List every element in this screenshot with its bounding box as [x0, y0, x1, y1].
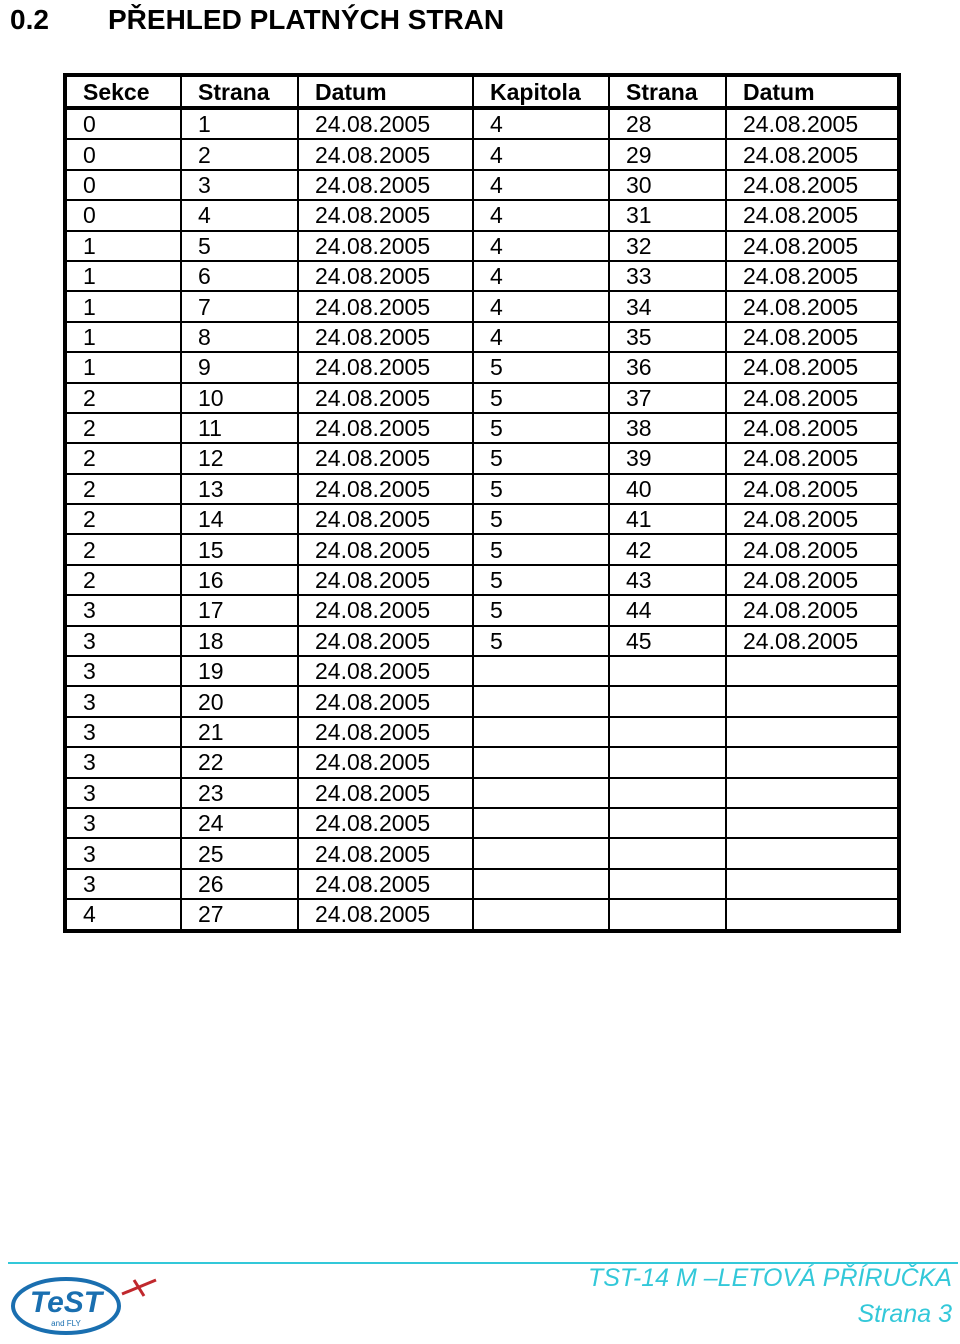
table-cell: 43: [609, 565, 726, 595]
table-cell: 8: [181, 322, 298, 352]
table-cell: 11: [181, 413, 298, 443]
table-cell: 36: [609, 352, 726, 382]
table-cell: 30: [609, 170, 726, 200]
table-cell: 5: [473, 504, 609, 534]
table-cell: 24.08.2005: [726, 108, 899, 139]
table-row: [65, 413, 899, 443]
table-cell: 5: [473, 383, 609, 413]
table-cell: 24.08.2005: [298, 170, 473, 200]
table-cell: 16: [181, 565, 298, 595]
table-cell: [726, 717, 899, 747]
table-cell: 24.08.2005: [726, 504, 899, 534]
table-cell: 24.08.2005: [298, 291, 473, 321]
table-cell: 24.08.2005: [298, 261, 473, 291]
table-cell: 24.08.2005: [726, 413, 899, 443]
table-cell: 10: [181, 383, 298, 413]
table-cell: 39: [609, 443, 726, 473]
footer-document-title: TST-14 M –LETOVÁ PŘÍRUČKA: [587, 1264, 952, 1292]
table-cell: 24.08.2005: [298, 413, 473, 443]
header-datum: Datum: [298, 75, 473, 108]
table-cell: 37: [609, 383, 726, 413]
test-logo: [10, 1272, 160, 1338]
table-cell: 4: [473, 139, 609, 169]
table-cell: 24.08.2005: [298, 231, 473, 261]
table-cell: 24.08.2005: [298, 443, 473, 473]
table-cell: 21: [181, 717, 298, 747]
table-cell: 3: [65, 747, 181, 777]
table-cell: 24.08.2005: [726, 383, 899, 413]
table-cell: 24: [181, 808, 298, 838]
table-cell: 24.08.2005: [726, 352, 899, 382]
table-cell: 3: [65, 778, 181, 808]
table-cell: 24.08.2005: [726, 534, 899, 564]
table-cell: [473, 717, 609, 747]
logo-subtext: and FLY: [51, 1319, 81, 1328]
table-cell: 24.08.2005: [298, 626, 473, 656]
table-cell: 33: [609, 261, 726, 291]
table-cell: 4: [181, 200, 298, 230]
table-row: [65, 170, 899, 200]
table-cell: 32: [609, 231, 726, 261]
table-cell: 13: [181, 474, 298, 504]
header-kapitola: Kapitola: [473, 75, 609, 108]
table-cell: [609, 899, 726, 930]
table-cell: 1: [181, 108, 298, 139]
table-row: [65, 352, 899, 382]
table-cell: 15: [181, 534, 298, 564]
table-cell: [609, 838, 726, 868]
table-cell: 24.08.2005: [298, 139, 473, 169]
table-cell: 14: [181, 504, 298, 534]
table-cell: [473, 899, 609, 930]
table-cell: 24.08.2005: [726, 200, 899, 230]
table-cell: [726, 656, 899, 686]
table-cell: 0: [65, 139, 181, 169]
table-cell: [726, 899, 899, 930]
table-cell: 3: [65, 686, 181, 716]
table-cell: 27: [181, 899, 298, 930]
table-row: [65, 626, 899, 656]
table-cell: 5: [473, 626, 609, 656]
table-cell: 24.08.2005: [726, 626, 899, 656]
table-cell: [609, 656, 726, 686]
table-cell: [726, 747, 899, 777]
logo-text: TeST: [29, 1286, 103, 1319]
table-cell: 24.08.2005: [298, 838, 473, 868]
table-cell: [473, 869, 609, 899]
table-cell: [473, 747, 609, 777]
table-cell: [473, 656, 609, 686]
table-cell: 3: [65, 869, 181, 899]
table-cell: 3: [65, 656, 181, 686]
table-cell: 41: [609, 504, 726, 534]
table-cell: 38: [609, 413, 726, 443]
table-cell: 6: [181, 261, 298, 291]
table-cell: [609, 747, 726, 777]
table-cell: 23: [181, 778, 298, 808]
table-cell: 24.08.2005: [298, 778, 473, 808]
table-cell: 24.08.2005: [298, 322, 473, 352]
table-cell: 24.08.2005: [726, 261, 899, 291]
table-cell: 24.08.2005: [298, 565, 473, 595]
table-cell: [473, 808, 609, 838]
table-cell: 44: [609, 595, 726, 625]
table-cell: 42: [609, 534, 726, 564]
table-cell: 5: [473, 474, 609, 504]
table-cell: 4: [473, 231, 609, 261]
table-cell: 24.08.2005: [298, 534, 473, 564]
table-cell: [726, 869, 899, 899]
table-cell: 24.08.2005: [298, 352, 473, 382]
table-header-row: [65, 75, 899, 108]
table-cell: 4: [473, 291, 609, 321]
table-cell: 5: [181, 231, 298, 261]
table-row: [65, 686, 899, 716]
table-cell: 5: [473, 352, 609, 382]
table-cell: 17: [181, 595, 298, 625]
table-cell: 18: [181, 626, 298, 656]
table-row: [65, 808, 899, 838]
table-cell: [726, 778, 899, 808]
table-cell: 3: [65, 717, 181, 747]
table-cell: 24.08.2005: [298, 108, 473, 139]
section-number: 0.2: [10, 4, 49, 35]
table-cell: 5: [473, 534, 609, 564]
table-cell: 22: [181, 747, 298, 777]
page-overview-table: [63, 73, 901, 933]
table-row: [65, 869, 899, 899]
table-cell: 3: [65, 595, 181, 625]
table-cell: 2: [65, 383, 181, 413]
table-row: [65, 504, 899, 534]
table-cell: 2: [65, 504, 181, 534]
table-cell: 9: [181, 352, 298, 382]
table-cell: [609, 869, 726, 899]
table-cell: 3: [65, 626, 181, 656]
table-cell: 24.08.2005: [726, 170, 899, 200]
table-cell: [473, 838, 609, 868]
table-row: [65, 291, 899, 321]
table-cell: 24.08.2005: [298, 656, 473, 686]
table-cell: 0: [65, 108, 181, 139]
table-cell: 4: [473, 108, 609, 139]
table-cell: 35: [609, 322, 726, 352]
section-heading: [10, 2, 504, 38]
table-cell: 24.08.2005: [726, 443, 899, 473]
table-cell: [609, 778, 726, 808]
table-row: [65, 200, 899, 230]
table-cell: 2: [181, 139, 298, 169]
table-row: [65, 139, 899, 169]
table-row: [65, 108, 899, 139]
table-cell: 2: [65, 534, 181, 564]
table-cell: 24.08.2005: [298, 869, 473, 899]
table-row: [65, 717, 899, 747]
table-cell: 4: [65, 899, 181, 930]
table-cell: 3: [65, 808, 181, 838]
table-cell: 12: [181, 443, 298, 473]
table-row: [65, 838, 899, 868]
table-cell: [726, 686, 899, 716]
table-cell: [726, 808, 899, 838]
table-cell: 24.08.2005: [298, 717, 473, 747]
table-cell: 24.08.2005: [726, 231, 899, 261]
table-cell: 31: [609, 200, 726, 230]
table-cell: 1: [65, 261, 181, 291]
table-cell: 24.08.2005: [298, 747, 473, 777]
table-row: [65, 534, 899, 564]
table-cell: 4: [473, 261, 609, 291]
table-row: [65, 231, 899, 261]
airplane-icon: [122, 1280, 156, 1296]
table-cell: [473, 686, 609, 716]
table-row: [65, 383, 899, 413]
table-cell: 45: [609, 626, 726, 656]
table-cell: 2: [65, 474, 181, 504]
table-row: [65, 443, 899, 473]
table-cell: 26: [181, 869, 298, 899]
table-row: [65, 656, 899, 686]
table-row: [65, 747, 899, 777]
table-cell: 0: [65, 170, 181, 200]
table-cell: 24.08.2005: [298, 595, 473, 625]
table-cell: 24.08.2005: [726, 565, 899, 595]
table-cell: 34: [609, 291, 726, 321]
table-cell: 3: [181, 170, 298, 200]
table-cell: 2: [65, 413, 181, 443]
header-datum-2: Datum: [726, 75, 899, 108]
table-cell: 24.08.2005: [726, 139, 899, 169]
table-cell: 20: [181, 686, 298, 716]
table-cell: 19: [181, 656, 298, 686]
table-body: [65, 108, 899, 931]
table-cell: 5: [473, 443, 609, 473]
table-cell: 24.08.2005: [726, 474, 899, 504]
table-row: [65, 474, 899, 504]
table-cell: 1: [65, 291, 181, 321]
table-cell: 2: [65, 565, 181, 595]
table-cell: 5: [473, 595, 609, 625]
table-row: [65, 899, 899, 930]
table-cell: 24.08.2005: [298, 504, 473, 534]
header-sekce: Sekce: [65, 75, 181, 108]
table-row: [65, 322, 899, 352]
table-cell: [609, 808, 726, 838]
table-row: [65, 595, 899, 625]
table-cell: 24.08.2005: [726, 322, 899, 352]
table-row: [65, 261, 899, 291]
table-cell: 24.08.2005: [726, 595, 899, 625]
table-cell: 5: [473, 413, 609, 443]
table-cell: 24.08.2005: [298, 383, 473, 413]
table-cell: 4: [473, 170, 609, 200]
table-cell: [609, 717, 726, 747]
table-cell: 4: [473, 322, 609, 352]
table-cell: [726, 838, 899, 868]
table-cell: 24.08.2005: [298, 808, 473, 838]
header-strana: Strana: [181, 75, 298, 108]
table-cell: 29: [609, 139, 726, 169]
table-row: [65, 778, 899, 808]
table-cell: 24.08.2005: [298, 686, 473, 716]
table-cell: 0: [65, 200, 181, 230]
table-cell: 5: [473, 565, 609, 595]
table-cell: 24.08.2005: [298, 899, 473, 930]
table-cell: 1: [65, 231, 181, 261]
table-cell: 40: [609, 474, 726, 504]
table-row: [65, 565, 899, 595]
table-cell: 1: [65, 322, 181, 352]
table-cell: 3: [65, 838, 181, 868]
table-cell: [609, 686, 726, 716]
table-cell: 24.08.2005: [298, 200, 473, 230]
table-cell: 7: [181, 291, 298, 321]
section-title: PŘEHLED PLATNÝCH STRAN: [108, 4, 505, 35]
header-strana-2: Strana: [609, 75, 726, 108]
table-cell: 1: [65, 352, 181, 382]
table-cell: 2: [65, 443, 181, 473]
table-cell: 28: [609, 108, 726, 139]
table-cell: 24.08.2005: [726, 291, 899, 321]
table-cell: 25: [181, 838, 298, 868]
table-cell: 4: [473, 200, 609, 230]
footer-page-number: Strana 3: [857, 1300, 952, 1328]
table-cell: [473, 778, 609, 808]
table-cell: 24.08.2005: [298, 474, 473, 504]
